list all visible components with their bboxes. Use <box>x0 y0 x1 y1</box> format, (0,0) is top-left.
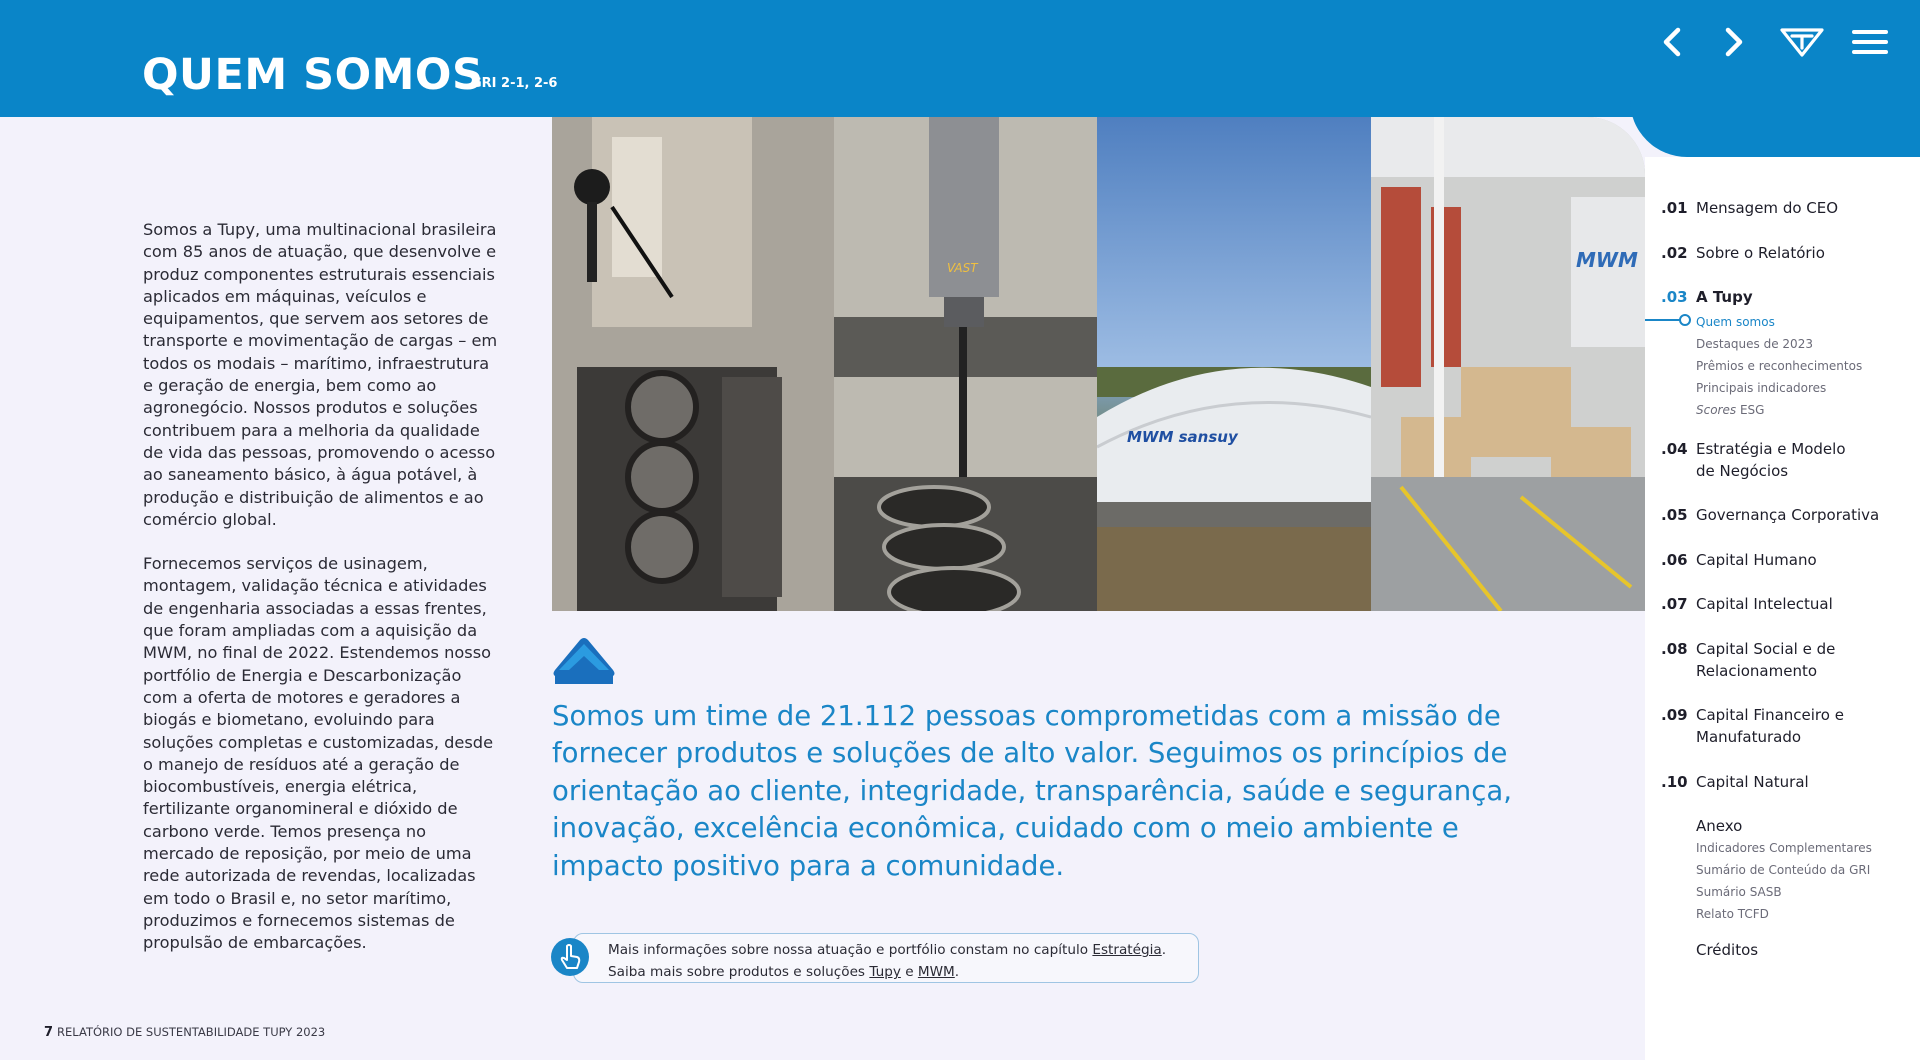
toc-number: .06 <box>1661 550 1688 569</box>
toc-number: .03 <box>1661 288 1688 306</box>
toc-label: Governança Corporativa <box>1696 506 1880 524</box>
header-tab <box>1630 100 1920 157</box>
toc-number: .10 <box>1661 772 1688 791</box>
info-text: e <box>900 964 918 980</box>
toc-subitem-quem-somos[interactable]: Quem somos <box>1696 314 1775 329</box>
gri-reference: GRI 2-1, 2-6 <box>471 76 558 91</box>
info-text: . <box>954 964 960 980</box>
body-paragraph: Somos a Tupy, uma multinacional brasileira com 85 anos de atuação, que desenvolve e produz componentes estruturais essenciais aplicados em máquinas, veículos e equipamentos, que servem aos setores de transporte e movimentação de cargas – em todos os modais – marítimo, infraestrutura e geração de energia, bem como ao agronegócio. Nossos produtos e soluções contribuem para a melhoria da qualidade de vida das pessoas, promovendo o acesso ao saneamento básico, à água potável, à produção e distribuição de alimentos e ao comércio global. <box>143 220 498 529</box>
toc-number: .09 <box>1661 706 1688 724</box>
table-of-contents <box>1661 197 1916 961</box>
toc-item-about-report[interactable] <box>1661 242 1916 264</box>
warehouse-photo <box>1371 117 1645 611</box>
toc-item-credits[interactable]: Créditos <box>1696 941 1759 959</box>
biogas-dome-photo <box>1097 117 1371 611</box>
page-title: QUEM SOMOS <box>142 50 484 100</box>
toc-item-a-tupy[interactable] <box>1661 286 1916 308</box>
toc-item-annex[interactable]: Anexo <box>1696 817 1743 835</box>
toc-subitem-scores-esg[interactable] <box>1696 399 1916 421</box>
toc-item-governance[interactable] <box>1661 504 1916 526</box>
toc-number: .07 <box>1661 595 1688 613</box>
toc-subitem-tcfd-report[interactable]: Relato TCFD <box>1696 907 1769 921</box>
toc-label: A Tupy <box>1696 288 1753 306</box>
toc-label: Capital Social e de Relacionamento <box>1696 639 1836 680</box>
toc-item-strategy[interactable] <box>1661 438 1916 482</box>
nav-controls <box>1650 22 1892 62</box>
toc-label: Mensagem do CEO <box>1696 199 1839 217</box>
info-line-2 <box>594 961 1198 983</box>
toc-item-intellectual-capital[interactable] <box>1661 593 1916 615</box>
body-paragraph: Fornecemos serviços de usinagem, montagem, validação técnica e atividades de engenharia associadas a essas frentes, que foram ampliadas com a aquisição da MWM, no final de 2022. Estendemos nosso portfólio de Energia e Descarbonização com a oferta de motores e geradores a biogás e biometano, evoluindo para soluções completas e customizadas, desde o manejo de resíduos até a geração de biocombustíveis, energia elétrica, fertilizante organomineral e dióxido de carbono verde. Temos presença no mercado de reposição, por meio de uma rede autorizada de revendas, localizadas em todo o Brasil e, no setor marítimo, produzimos e fornecemos sistemas de propulsão de embarcações. <box>143 554 494 953</box>
toc-label: Capital Natural <box>1696 772 1809 791</box>
strategy-link[interactable]: Estratégia <box>1092 942 1162 958</box>
vast-label: VAST <box>947 261 978 275</box>
toc-label: Capital Humano <box>1696 550 1817 569</box>
mwm-wall-label: MWM <box>1576 248 1638 272</box>
toc-subitem-complementary[interactable]: Indicadores Complementares <box>1696 841 1872 855</box>
body-text <box>143 219 500 977</box>
toc-item-human-capital[interactable] <box>1661 549 1916 571</box>
hamburger-menu-icon[interactable] <box>1848 22 1892 62</box>
toc-label: Estratégia e Modelo de Negócios <box>1696 439 1846 480</box>
info-line-1 <box>594 939 1198 961</box>
toc-label: Capital Financeiro e Manufaturado <box>1696 706 1844 746</box>
toc-subitem-scores: Scores <box>1696 402 1737 417</box>
toc-subitem-gri-summary[interactable]: Sumário de Conteúdo da GRI <box>1696 863 1871 877</box>
toc-subitem-indicadores[interactable]: Principais indicadores <box>1696 380 1827 395</box>
mwm-sansuy-label: MWM sansuy <box>1127 428 1238 446</box>
info-text: Saiba mais sobre produtos e soluções <box>608 964 870 980</box>
toc-label: Capital Intelectual <box>1696 595 1833 613</box>
footer-text: RELATÓRIO DE SUSTENTABILIDADE TUPY 2023 <box>57 1025 326 1039</box>
toc-subitems-annex <box>1661 837 1916 925</box>
toc-subitem-esg: ESG <box>1736 402 1765 417</box>
toc-number: .08 <box>1661 639 1688 658</box>
chevron-right-icon[interactable] <box>1712 22 1756 62</box>
engine-block-photo <box>552 117 834 611</box>
mission-quote: Somos um time de 21.112 pessoas comprometidas com a missão de fornecer produtos e soluções de alto valor. Seguimos os princípios de orientação ao cliente, integridade, transparência, saúde e segurança, inovação, excelência econômica, cuidado com o meio ambiente e impacto positivo para a comunidade. <box>552 700 1512 882</box>
toc-subitem-premios[interactable]: Prêmios e reconhecimentos <box>1696 358 1863 373</box>
mwm-link[interactable]: MWM <box>917 964 955 980</box>
info-text: Mais informações sobre nossa atuação e portfólio constam no capítulo <box>608 942 1093 958</box>
chevron-left-icon[interactable] <box>1650 22 1694 62</box>
tupy-logo-icon[interactable] <box>1774 22 1830 62</box>
toc-number: .05 <box>1661 506 1688 524</box>
photo-strip <box>552 117 1645 611</box>
toc-label: Sobre o Relatório <box>1696 243 1825 262</box>
toc-subitem-destaques[interactable]: Destaques de 2023 <box>1696 336 1813 351</box>
toc-item-natural-capital[interactable] <box>1661 771 1916 793</box>
toc-number: .02 <box>1661 243 1688 262</box>
tupy-link[interactable]: Tupy <box>869 964 901 980</box>
toc-subitems-a-tupy <box>1661 311 1916 421</box>
hand-pointer-icon <box>551 938 589 976</box>
toc-item-social-capital[interactable] <box>1661 638 1916 682</box>
toc-number: .01 <box>1661 199 1688 217</box>
footer <box>44 1025 325 1040</box>
tupy-chevron-icon <box>551 636 617 690</box>
measuring-probe-photo <box>834 117 1097 611</box>
page-number: 7 <box>44 1025 54 1040</box>
toc-item-financial-capital[interactable] <box>1661 704 1916 748</box>
toc-subitem-sasb-summary[interactable]: Sumário SASB <box>1696 885 1782 899</box>
toc-number: .04 <box>1661 439 1688 458</box>
more-info-box <box>573 933 1199 983</box>
info-text: . <box>1161 942 1167 958</box>
toc-item-ceo-message[interactable] <box>1661 197 1916 219</box>
